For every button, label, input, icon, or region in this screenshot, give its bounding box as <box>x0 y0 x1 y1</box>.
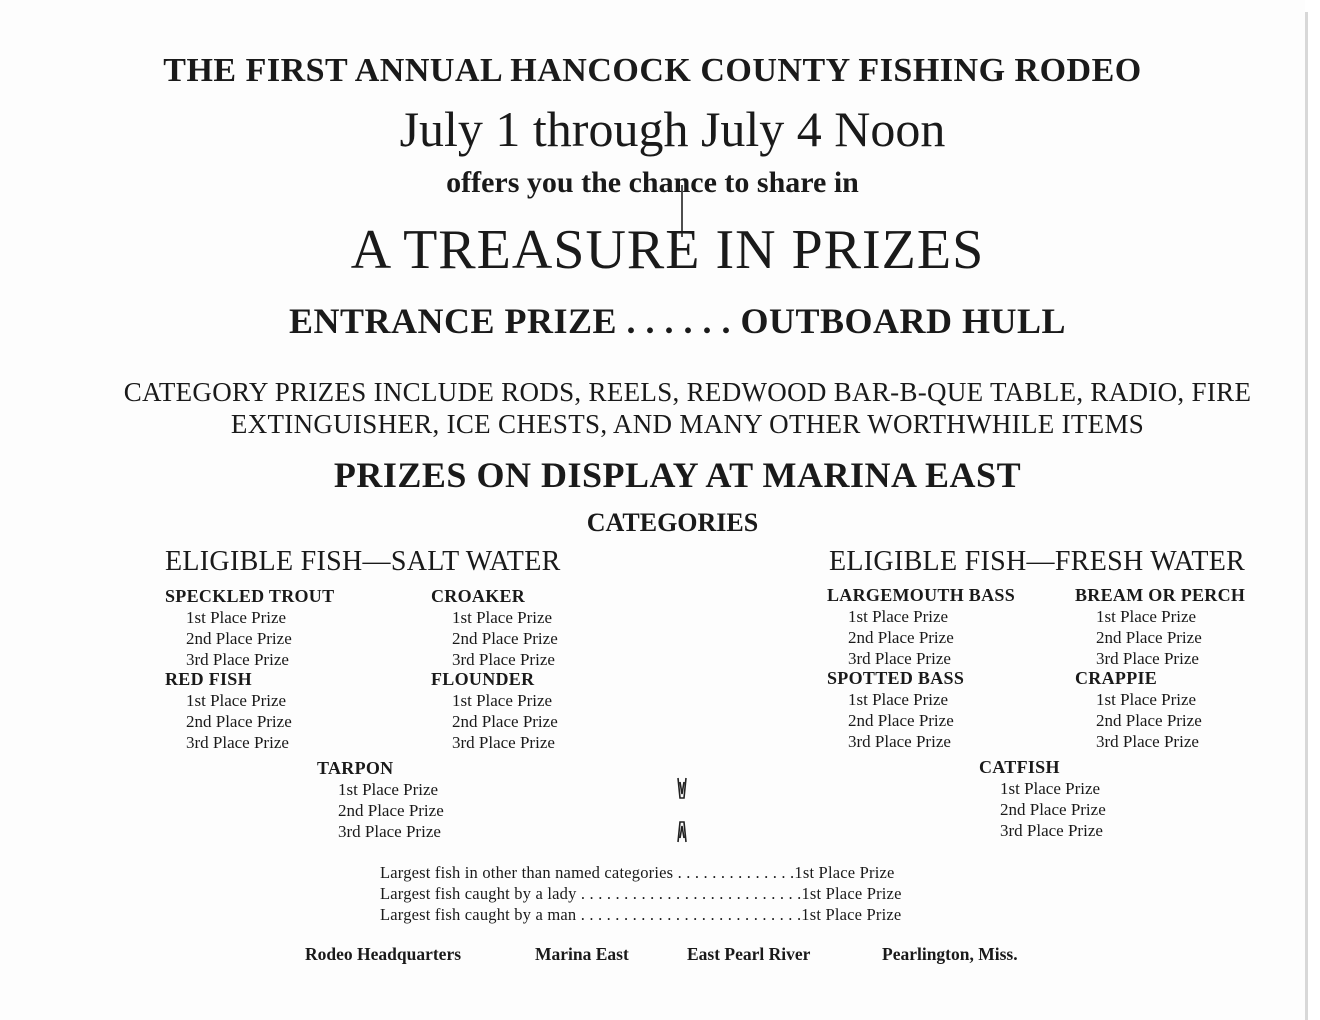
prize-3rd: 3rd Place Prize <box>186 733 289 752</box>
prize-2nd: 2nd Place Prize <box>186 712 292 731</box>
entrance-prize: ENTRANCE PRIZE . . . . . . OUTBOARD HULL <box>288 301 1067 341</box>
page-edge-shadow <box>1305 12 1308 1020</box>
prize-2nd: 2nd Place Prize <box>186 629 292 648</box>
fish-name: FLOUNDER <box>431 669 535 689</box>
prize-3rd: 3rd Place Prize <box>452 733 555 752</box>
prize-1st: 1st Place Prize <box>338 780 439 799</box>
prize-1st: 1st Place Prize <box>452 691 553 710</box>
rodeo-dates: July 1 through July 4 Noon <box>399 101 946 157</box>
fish-catfish <box>979 757 1106 841</box>
prize-2nd: 2nd Place Prize <box>848 628 954 647</box>
fish-name: CRAPPIE <box>1075 668 1158 688</box>
categories-heading: CATEGORIES <box>586 508 759 537</box>
category-prizes-text <box>35 376 1320 440</box>
prize-2nd: 2nd Place Prize <box>338 801 444 820</box>
fish-croaker <box>431 586 558 670</box>
prize-1st: 1st Place Prize <box>848 607 949 626</box>
staple-marks <box>674 776 690 844</box>
prize-3rd: 3rd Place Prize <box>452 650 555 669</box>
footer-river: East Pearl River <box>687 944 811 964</box>
fish-name: SPECKLED TROUT <box>165 586 335 606</box>
prize-3rd: 3rd Place Prize <box>1000 821 1103 840</box>
prize-1st: 1st Place Prize <box>1096 607 1197 626</box>
fresh-water-heading: ELIGIBLE FISH—FRESH WATER <box>829 546 1246 577</box>
salt-water-heading: ELIGIBLE FISH—SALT WATER <box>165 546 561 577</box>
other-prize-line: Largest fish caught by a man . . . . . . . . . . . . . . . . . . . . . . . . . .1st Place Prize <box>380 905 902 924</box>
prize-2nd: 2nd Place Prize <box>1000 800 1106 819</box>
prizes-display-heading: PRIZES ON DISPLAY AT MARINA EAST <box>333 455 1022 495</box>
fish-spotted-bass <box>827 668 964 752</box>
fish-name: BREAM OR PERCH <box>1075 585 1246 605</box>
prize-3rd: 3rd Place Prize <box>1096 649 1199 668</box>
rodeo-title: THE FIRST ANNUAL HANCOCK COUNTY FISHING RODEO <box>163 52 1142 89</box>
other-prize-line: Largest fish in other than named categories . . . . . . . . . . . . . .1st Place Prize <box>380 863 895 882</box>
prize-1st: 1st Place Prize <box>1000 779 1101 798</box>
category-prizes-line-1: CATEGORY PRIZES INCLUDE RODS, REELS, REDWOOD BAR-B-QUE TABLE, RADIO, FIRE <box>123 377 1252 407</box>
prize-2nd: 2nd Place Prize <box>452 712 558 731</box>
prize-3rd: 3rd Place Prize <box>186 650 289 669</box>
offers-line: offers you the chance to share in <box>446 166 859 199</box>
fish-name: SPOTTED BASS <box>827 668 965 688</box>
fish-name: CROAKER <box>431 586 526 606</box>
other-prizes-list <box>380 862 902 925</box>
prize-1st: 1st Place Prize <box>848 690 949 709</box>
prize-3rd: 3rd Place Prize <box>338 822 441 841</box>
fish-crappie <box>1075 668 1202 752</box>
fish-bream-or-perch <box>1075 585 1245 669</box>
footer-marina: Marina East <box>535 944 629 964</box>
fish-flounder <box>431 669 558 753</box>
footer-town: Pearlington, Miss. <box>882 944 1018 964</box>
fish-red-fish <box>165 669 292 753</box>
fish-tarpon <box>317 758 444 842</box>
prize-2nd: 2nd Place Prize <box>1096 628 1202 647</box>
footer-headquarters: Rodeo Headquarters <box>305 944 462 964</box>
prize-3rd: 3rd Place Prize <box>848 732 951 751</box>
fish-largemouth-bass <box>827 585 1015 669</box>
prize-1st: 1st Place Prize <box>186 608 287 627</box>
prize-2nd: 2nd Place Prize <box>1096 711 1202 730</box>
fish-name: RED FISH <box>165 669 252 689</box>
prize-2nd: 2nd Place Prize <box>452 629 558 648</box>
other-prize-line: Largest fish caught by a lady . . . . . . . . . . . . . . . . . . . . . . . . . .1st Place Prize <box>380 884 902 903</box>
prize-1st: 1st Place Prize <box>1096 690 1197 709</box>
prize-2nd: 2nd Place Prize <box>848 711 954 730</box>
fish-speckled-trout <box>165 586 334 670</box>
category-prizes-line-2: EXTINGUISHER, ICE CHESTS, AND MANY OTHER WORTHWHILE ITEMS <box>230 409 1145 439</box>
prize-3rd: 3rd Place Prize <box>1096 732 1199 751</box>
treasure-heading: A TREASURE IN PRIZES <box>350 219 985 281</box>
prize-3rd: 3rd Place Prize <box>848 649 951 668</box>
fish-name: CATFISH <box>979 757 1060 777</box>
fish-name: LARGEMOUTH BASS <box>827 585 1016 605</box>
prize-1st: 1st Place Prize <box>186 691 287 710</box>
prize-1st: 1st Place Prize <box>452 608 553 627</box>
fish-name: TARPON <box>317 758 394 778</box>
